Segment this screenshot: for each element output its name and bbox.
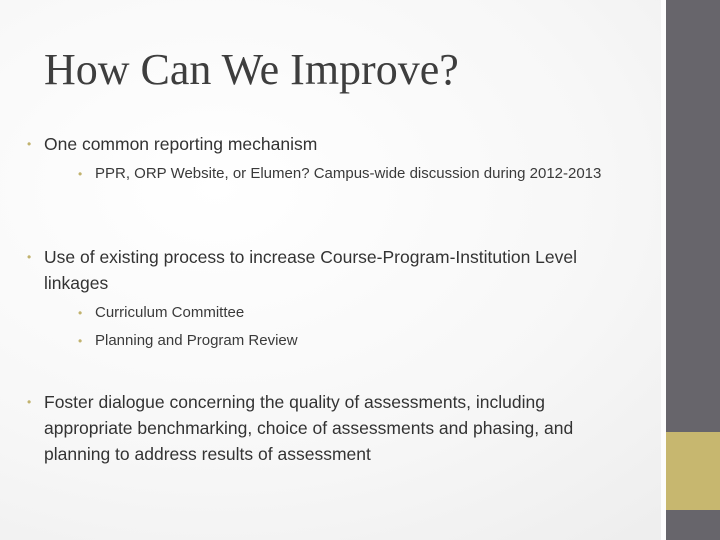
sub-bullet-text: Planning and Program Review [95,332,298,349]
bullet-dot: • [27,250,32,264]
bullet-item [27,389,617,467]
bullet-dot: • [27,137,32,151]
bullet-item [27,131,637,157]
bullet-text: Foster dialogue concerning the quality of assessments, including appropriate benchmarking, choice of assessments and phasing, and planning to address results of assessment [44,392,574,464]
bullet-dot: • [27,395,32,409]
bullet-dot: • [78,306,83,320]
sub-bullet-text: Curriculum Committee [95,304,245,321]
bullet-text: Use of existing process to increase Course-Program-Institution Level linkages [44,247,578,293]
accent-block [666,432,720,510]
bullet-item [27,244,637,296]
sub-bullet-item [78,163,618,185]
bullet-dot: • [78,334,83,348]
slide-title: How Can We Improve? [44,45,459,94]
sub-bullet-item [78,302,618,324]
bullet-text: One common reporting mechanism [44,134,318,154]
sub-bullet-text: PPR, ORP Website, or Elumen? Campus-wide discussion during 2012-2013 [95,165,602,182]
bullet-dot: • [78,167,83,181]
sub-bullet-item [78,330,618,352]
